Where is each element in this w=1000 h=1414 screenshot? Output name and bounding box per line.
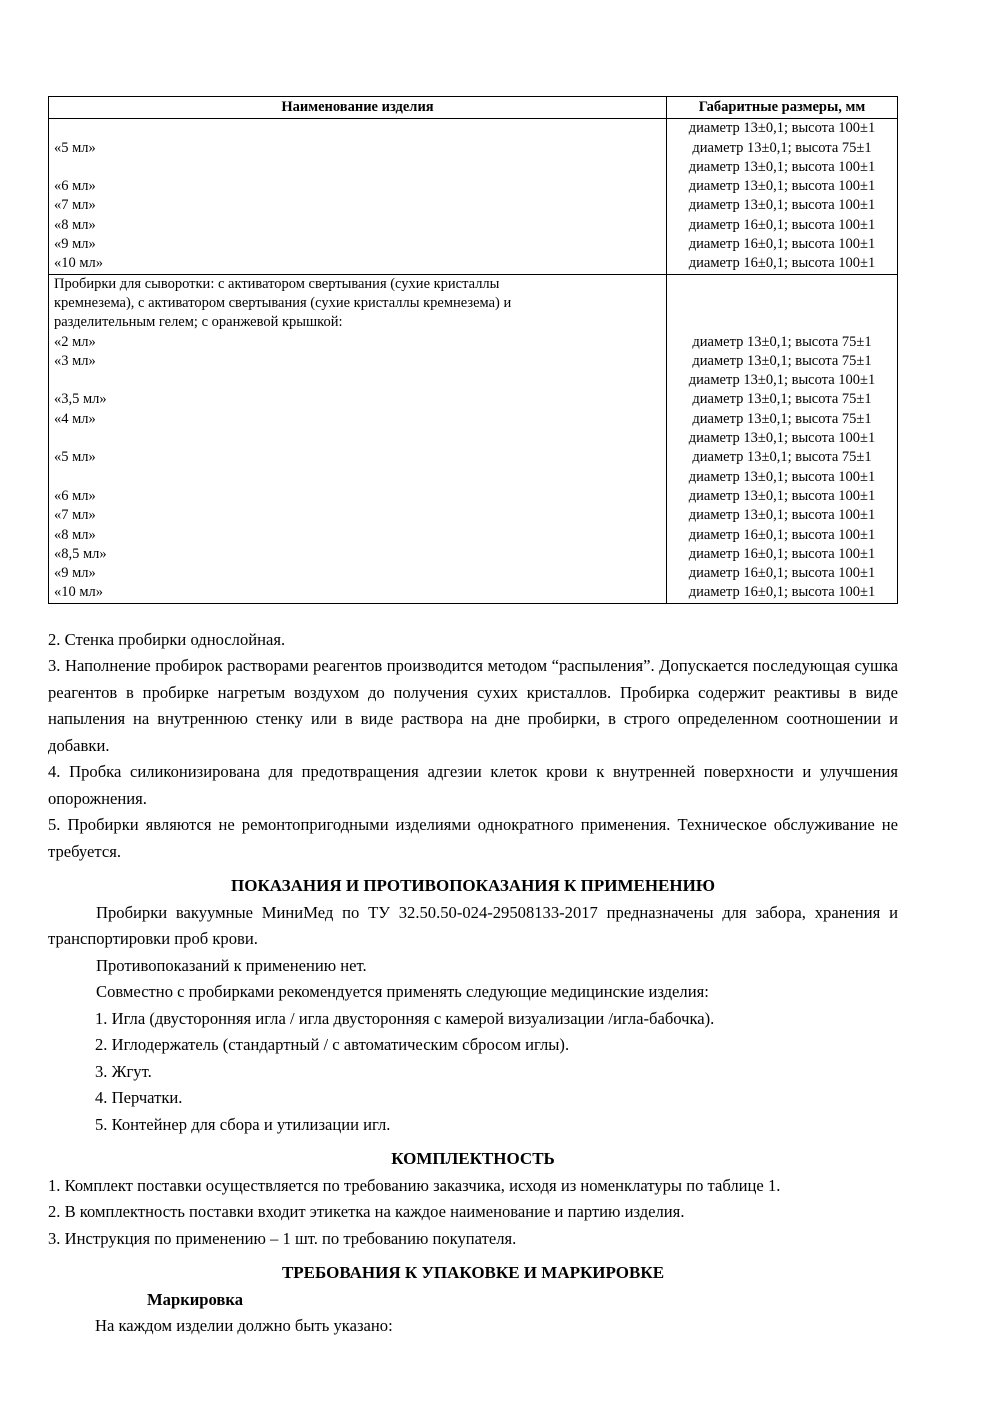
table-row [49, 410, 897, 429]
dimensions-cell: диаметр 13±0,1; высота 100±1 [688, 487, 876, 504]
table-row [49, 119, 897, 138]
table-row [49, 564, 897, 583]
product-name-cell: «6 мл» [49, 487, 667, 506]
product-name-cell [49, 371, 667, 390]
completeness-list [48, 1173, 898, 1253]
table-row [49, 177, 897, 196]
dimensions-cell: диаметр 13±0,1; высота 100±1 [688, 372, 876, 389]
table-header-row [49, 97, 897, 119]
dimensions-cell [667, 294, 897, 313]
list-item: 3. Жгут. [95, 1061, 152, 1081]
product-name-cell: «3 мл» [49, 352, 667, 371]
col-header-product-name: Наименование изделия [49, 97, 667, 118]
dimensions-cell: диаметр 13±0,1; высота 75±1 [692, 410, 872, 427]
list-item: 2. В комплектность поставки входит этикетка на каждое наименование и партию изделия. [48, 1202, 685, 1222]
product-name-cell: «3,5 мл» [49, 390, 667, 409]
list-item: 3. Инструкция по применению – 1 шт. по требованию покупателя. [48, 1228, 517, 1248]
dimensions-cell: диаметр 13±0,1; высота 100±1 [688, 158, 876, 175]
paragraph-5: 5. Пробирки являются не ремонтопригодными изделиями однократного применения. Техническое обслуживание не требуется. [48, 815, 898, 861]
marking-paragraph-1: На каждом изделии должно быть указано: [95, 1316, 393, 1336]
table-row [49, 294, 897, 313]
indications-paragraph-1: Пробирки вакуумные МиниМед по ТУ 32.50.50-024-29508133-2017 предназначены для забора, хранения и транспортировки проб крови. [48, 902, 898, 949]
product-name-cell: «4 мл» [49, 410, 667, 429]
table-row [49, 275, 897, 294]
dimensions-cell: диаметр 16±0,1; высота 100±1 [688, 565, 876, 582]
table-row [49, 139, 897, 158]
marking-subtitle: Маркировка [147, 1289, 243, 1309]
table-row [49, 352, 897, 371]
table-row [49, 545, 897, 564]
list-item: 2. Иглодержатель (стандартный / с автоматическим сбросом иглы). [95, 1035, 570, 1055]
product-name-cell: кремнезема), с активатором свертывания (сухие кристаллы кремнезема) и [49, 294, 667, 313]
table-row [49, 216, 897, 235]
table-row [49, 487, 897, 506]
table-row [49, 333, 897, 352]
table-row [49, 371, 897, 390]
table-section-1 [49, 119, 897, 273]
product-name-cell: «5 мл» [49, 139, 667, 158]
document-body [48, 627, 898, 1340]
product-name-cell [49, 158, 667, 177]
table-row [49, 506, 897, 525]
recommended-items-list [48, 1006, 898, 1139]
table-row [49, 158, 897, 177]
dimensions-cell: диаметр 13±0,1; высота 100±1 [688, 197, 876, 214]
product-name-cell: «2 мл» [49, 333, 667, 352]
table-row [49, 254, 897, 273]
dimensions-cell [667, 313, 897, 332]
paragraph-3: 3. Наполнение пробирок растворами реагентов производится методом “распыления”. Допускается последующая сушка реагентов в пробирке нагретым воздухом до получения сухих кристаллов. Пробирка содержит реактивы в виде напыления на внутреннюю стенку или в виде раствора на дне пробирки, в строго определенном соотношении и добавки. [48, 656, 898, 755]
product-name-cell: «6 мл» [49, 177, 667, 196]
product-name-cell [49, 429, 667, 448]
table-row [49, 448, 897, 467]
dimensions-cell: диаметр 16±0,1; высота 100±1 [688, 216, 876, 233]
product-name-cell: «10 мл» [49, 583, 667, 602]
product-name-cell [49, 119, 667, 138]
product-table [48, 96, 898, 604]
dimensions-cell: диаметр 16±0,1; высота 100±1 [688, 526, 876, 543]
indications-paragraph-2: Противопоказаний к применению нет. [96, 955, 367, 975]
product-name-cell: «9 мл» [49, 235, 667, 254]
product-name-cell: «8 мл» [49, 526, 667, 545]
dimensions-cell: диаметр 16±0,1; высота 100±1 [688, 584, 876, 601]
dimensions-cell: диаметр 16±0,1; высота 100±1 [688, 236, 876, 253]
list-item: 4. Перчатки. [95, 1088, 183, 1108]
table-row [49, 583, 897, 602]
list-item: 1. Игла (двусторонняя игла / игла двусторонняя с камерой визуализации /игла-бабочка). [95, 1008, 715, 1028]
product-name-cell: «8 мл» [49, 216, 667, 235]
product-name-cell: «7 мл» [49, 196, 667, 215]
list-item: 1. Комплект поставки осуществляется по требованию заказчика, исходя из номенклатуры по таблице 1. [48, 1175, 781, 1195]
dimensions-cell: диаметр 13±0,1; высота 100±1 [688, 507, 876, 524]
table-row [49, 429, 897, 448]
table-row [49, 468, 897, 487]
section-title-indications: ПОКАЗАНИЯ И ПРОТИВОПОКАЗАНИЯ К ПРИМЕНЕНИЮ [231, 876, 715, 896]
dimensions-cell: диаметр 16±0,1; высота 100±1 [688, 545, 876, 562]
table-section-2 [49, 274, 897, 603]
dimensions-cell: диаметр 13±0,1; высота 75±1 [692, 352, 872, 369]
product-name-cell: разделительным гелем; с оранжевой крышкой: [49, 313, 667, 332]
product-name-cell: «7 мл» [49, 506, 667, 525]
table-row [49, 526, 897, 545]
dimensions-cell: диаметр 13±0,1; высота 100±1 [688, 120, 876, 137]
table-row [49, 196, 897, 215]
product-name-cell: «8,5 мл» [49, 545, 667, 564]
dimensions-cell: диаметр 13±0,1; высота 100±1 [688, 430, 876, 447]
dimensions-cell: диаметр 13±0,1; высота 75±1 [692, 139, 872, 156]
table-row [49, 390, 897, 409]
paragraph-2: 2. Стенка пробирки однослойная. [48, 629, 286, 649]
dimensions-cell [667, 275, 897, 294]
dimensions-cell: диаметр 13±0,1; высота 75±1 [692, 449, 872, 466]
indications-paragraph-3: Совместно с пробирками рекомендуется применять следующие медицинские изделия: [96, 982, 709, 1002]
table-row [49, 235, 897, 254]
product-name-cell [49, 468, 667, 487]
product-name-cell: «5 мл» [49, 448, 667, 467]
col-header-dimensions: Габаритные размеры, мм [698, 99, 866, 115]
dimensions-cell: диаметр 13±0,1; высота 100±1 [688, 468, 876, 485]
list-item: 5. Контейнер для сбора и утилизации игл. [95, 1114, 391, 1134]
dimensions-cell: диаметр 13±0,1; высота 100±1 [688, 178, 876, 195]
paragraph-4: 4. Пробка силиконизирована для предотвращения адгезии клеток крови к внутренней поверхности и улучшения опорожнения. [48, 762, 898, 808]
product-name-cell: Пробирки для сыворотки: с активатором свертывания (сухие кристаллы [49, 275, 667, 294]
section-title-completeness: КОМПЛЕКТНОСТЬ [391, 1149, 555, 1169]
table-row [49, 313, 897, 332]
dimensions-cell: диаметр 13±0,1; высота 75±1 [692, 333, 872, 350]
product-name-cell: «10 мл» [49, 254, 667, 273]
product-name-cell: «9 мл» [49, 564, 667, 583]
dimensions-cell: диаметр 13±0,1; высота 75±1 [692, 391, 872, 408]
dimensions-cell: диаметр 16±0,1; высота 100±1 [688, 255, 876, 272]
section-title-packaging: ТРЕБОВАНИЯ К УПАКОВКЕ И МАРКИРОВКЕ [281, 1263, 665, 1283]
